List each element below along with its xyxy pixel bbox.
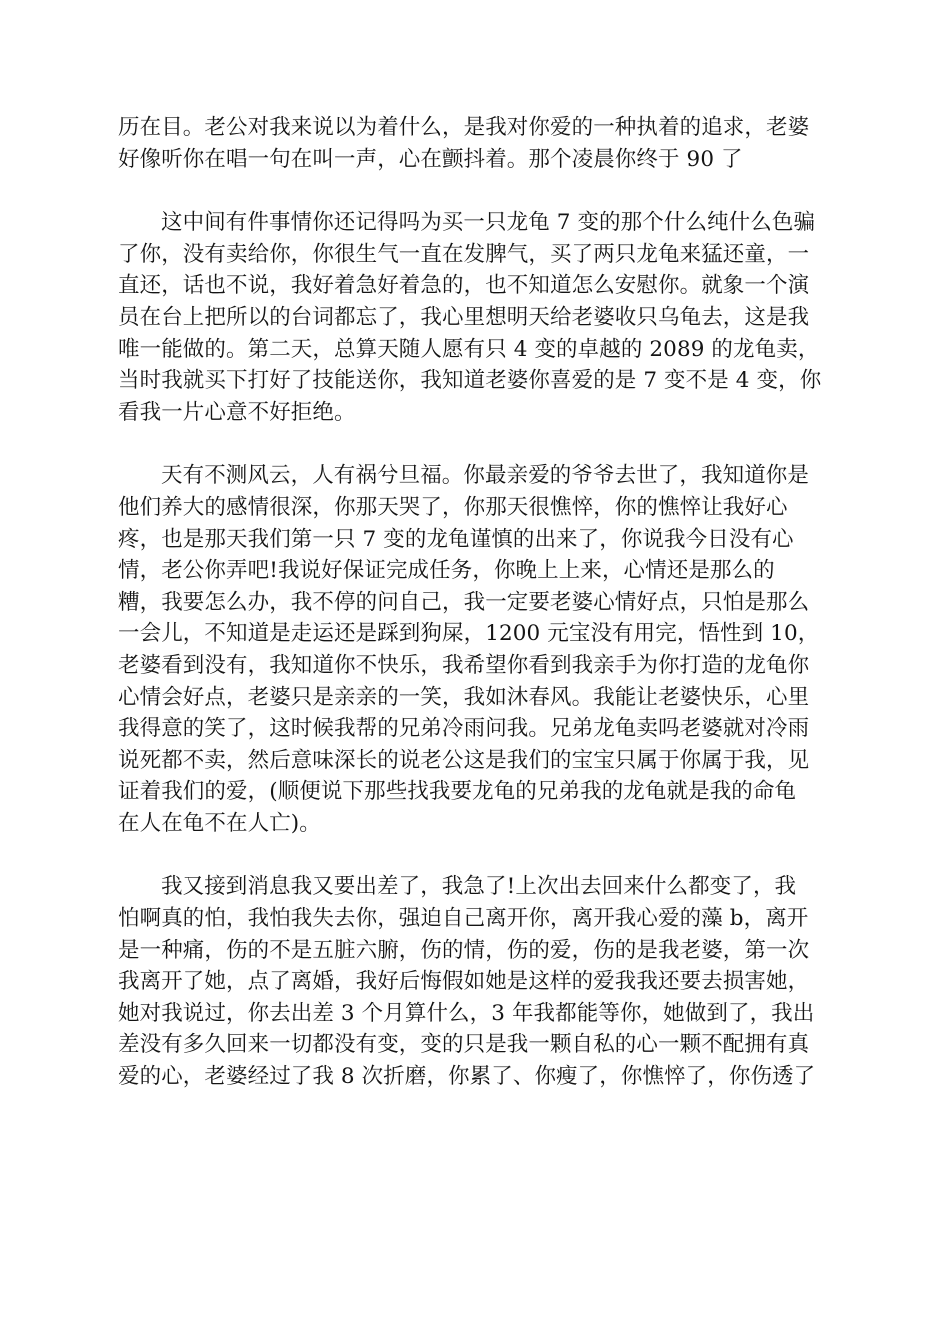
text-line: 了你，没有卖给你，你很生气一直在发脾气，买了两只龙龟来猛还童，一 — [118, 241, 810, 267]
document-page — [118, 112, 830, 1093]
text-line: 我又接到消息我又要出差了，我急了!上次出去回来什么都变了，我 — [161, 874, 797, 900]
text-line: 怕啊真的怕，我怕我失去你，强迫自己离开你，离开我心爱的藻 b，离开 — [118, 906, 809, 932]
text-line: 爱的心，老婆经过了我 8 次折磨，你累了、你瘦了，你憔悴了，你伤透了 — [118, 1064, 816, 1090]
text-line: 天有不测风云，人有祸兮旦福。你最亲爱的爷爷去世了，我知道你是 — [161, 463, 810, 489]
text-line: 当时我就买下打好了技能送你，我知道老婆你喜爱的是 7 变不是 4 变，你 — [118, 368, 822, 394]
text-line: 直还，话也不说，我好着急好着急的，也不知道怎么安慰你。就象一个演 — [118, 273, 810, 299]
text-line: 好像听你在唱一句在叫一声，心在颤抖着。那个凌晨你终于 90 了 — [118, 146, 743, 172]
paragraph-2 — [118, 207, 830, 428]
paragraph-3 — [118, 460, 830, 839]
text-line: 历在目。老公对我来说以为着什么，是我对你爱的一种执着的追求，老婆 — [118, 115, 810, 140]
text-line: 说死都不卖，然后意味深长的说老公这是我们的宝宝只属于你属于我，见 — [118, 747, 810, 773]
text-line: 在人在龟不在人亡)。 — [118, 810, 321, 836]
text-line: 证着我们的爱，(顺便说下那些找我要龙龟的兄弟我的龙龟就是我的命龟 — [118, 779, 797, 805]
text-line: 唯一能做的。第二天，总算天随人愿有只 4 变的卓越的 2089 的龙龟卖， — [118, 336, 820, 362]
text-line: 我离开了她，点了离婚，我好后悔假如她是这样的爱我我还要去损害她， — [118, 969, 810, 995]
text-line: 老婆看到没有，我知道你不快乐，我希望你看到我亲手为你打造的龙龟你 — [118, 652, 810, 678]
text-line: 是一种痛，伤的不是五脏六腑，伤的情，伤的爱，伤的是我老婆，第一次 — [118, 937, 810, 963]
text-line: 情，老公你弄吧!我说好保证完成任务，你晚上上来，心情还是那么的 — [118, 558, 775, 584]
text-line: 员在台上把所以的台词都忘了，我心里想明天给老婆收只乌龟去，这是我 — [118, 304, 810, 330]
text-line: 心情会好点，老婆只是亲亲的一笑，我如沐春风。我能让老婆快乐，心里 — [118, 684, 810, 710]
text-line: 我得意的笑了，这时候我帮的兄弟冷雨问我。兄弟龙龟卖吗老婆就对冷雨 — [118, 716, 810, 742]
text-line: 糟，我要怎么办，我不停的问自己，我一定要老婆心情好点，只怕是那么 — [118, 589, 810, 615]
text-line: 他们养大的感情很深，你那天哭了，你那天很憔悴，你的憔悴让我好心 — [118, 494, 788, 520]
paragraph-1 — [118, 112, 830, 175]
paragraph-4 — [118, 871, 830, 1092]
text-line: 她对我说过，你去出差 3 个月算什么，3 年我都能等你，她做到了，我出 — [118, 1000, 815, 1026]
text-line: 疼，也是那天我们第一只 7 变的龙龟谨慎的出来了，你说我今日没有心 — [118, 526, 794, 552]
text-line: 差没有多久回来一切都没有变，变的只是我一颗自私的心一颗不配拥有真 — [118, 1032, 810, 1058]
text-line: 这中间有件事情你还记得吗为买一只龙龟 7 变的那个什么纯什么色骗 — [161, 210, 816, 236]
text-line: 一会儿，不知道是走运还是踩到狗屎，1200 元宝没有用完，悟性到 10， — [118, 621, 820, 647]
text-line: 看我一片心意不好拒绝。 — [118, 399, 356, 425]
